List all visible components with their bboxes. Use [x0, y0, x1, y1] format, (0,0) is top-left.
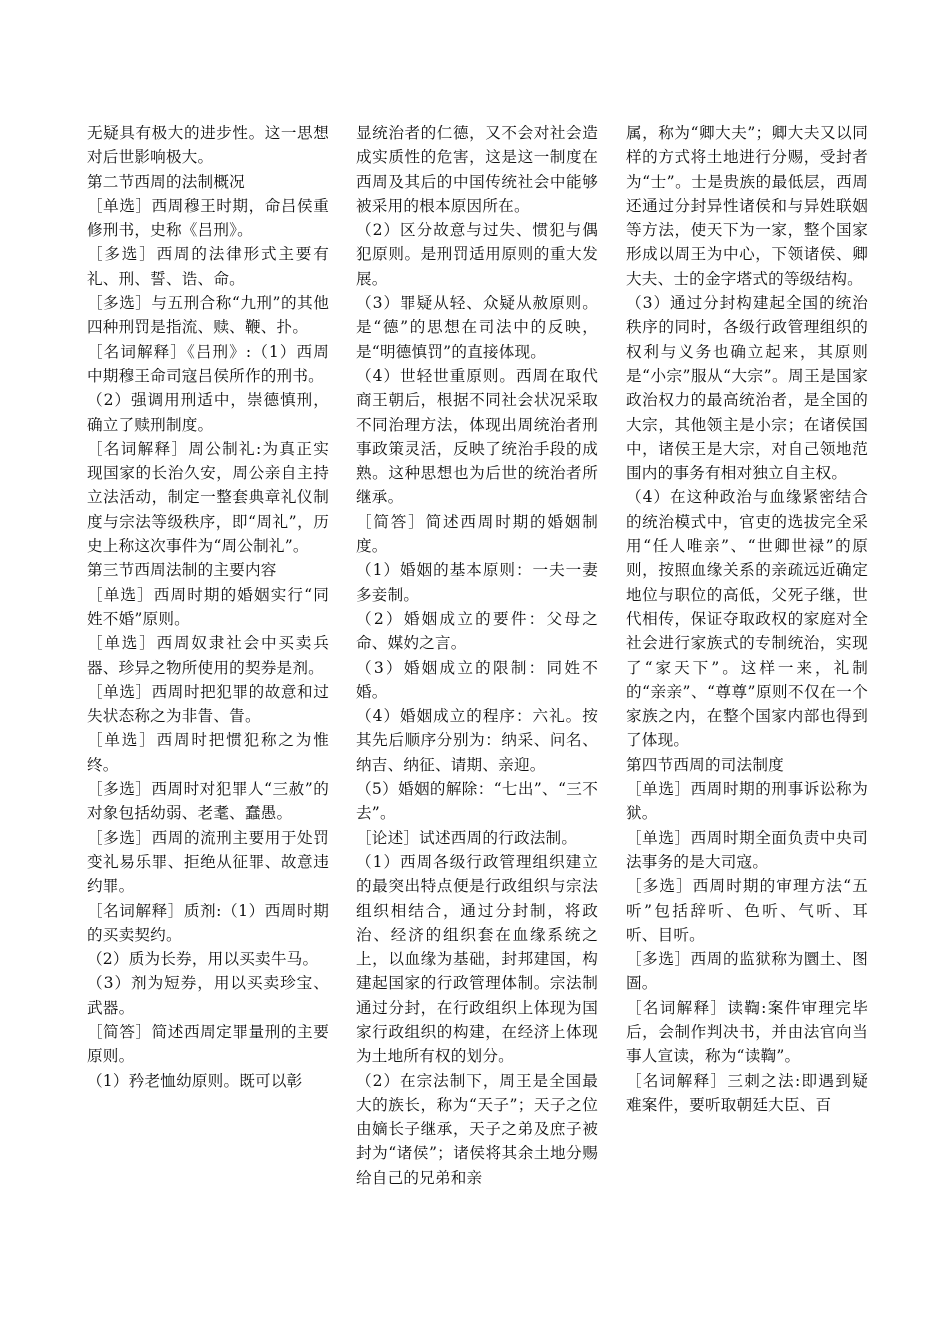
paragraph: 第四节西周的司法制度 — [626, 755, 784, 774]
paragraph: ［名词解释］周公制礼:为真正实现国家的长治久安，周公亲自主持立法活动，制定一整套典章礼仪制度与宗法等级秩序，即“周礼”，历史上称这次事件为“周公制礼”。 — [87, 439, 329, 556]
paragraph: （2）在宗法制下，周王是全国最大的族长，称为“天子”；天子之位由嫡长子继承，天子之弟及庶子被封为“诸侯”；诸侯将其余土地分赐给自己的兄弟和亲 — [356, 1071, 598, 1187]
paragraph: ［名词解释］《吕刑》:（1）西周中期穆王命司寇吕侯所作的刑书。 — [87, 342, 329, 385]
paragraph: （4）婚姻成立的程序：六礼。按其先后顺序分别为：纳采、问名、纳吉、纳征、请期、亲迎。 — [356, 707, 598, 774]
paragraph: （2）婚姻成立的要件：父母之命、媒妁之言。 — [356, 609, 598, 653]
paragraph: ［单选］西周穆王时期，命吕侯重修刑书，史称《吕刑》。 — [87, 196, 329, 240]
paragraph: ［多选］西周的法律形式主要有礼、刑、誓、诰、命。 — [87, 245, 329, 288]
paragraph: （1）矜老恤幼原则。既可以彰 — [87, 1071, 303, 1090]
paragraph: ［单选］西周时把惯犯称之为惟终。 — [87, 731, 329, 774]
paragraph: （2）强调用刑适中，崇德慎刑，确立了赎刑制度。 — [87, 391, 329, 434]
paragraph: ［多选］西周的监狱称为圜土、图圄。 — [626, 950, 868, 993]
paragraph: ［名词解释］读鞫:案件审理完毕后，会制作判决书，并由法官向当事人宣读，称为“读鞫”。 — [626, 998, 868, 1066]
paragraph: ［简答］简述西周定罪量刑的主要原则。 — [87, 1022, 329, 1066]
paragraph: ［单选］西周时把犯罪的故意和过失状态称之为非眚、眚。 — [87, 682, 329, 726]
paragraph: （3）罪疑从轻、众疑从赦原则。是“德”的思想在司法中的反映，是“明德慎罚”的直接体现。 — [356, 294, 598, 361]
paragraph: 第三节西周法制的主要内容 — [87, 561, 277, 580]
paragraph: （2）区分故意与过失、惯犯与偶犯原则。是刑罚适用原则的重大发展。 — [356, 221, 598, 288]
paragraph: ［多选］与五刑合称“九刑”的其他四种刑罚是指流、赎、鞭、扑。 — [87, 294, 329, 337]
paragraph: （2）质为长券，用以买卖牛马。 — [87, 950, 319, 969]
paragraph: ［单选］西周时期全面负责中央司法事务的是大司寇。 — [626, 828, 868, 871]
paragraph: ［名词解释］三刺之法:即遇到疑难案件，要听取朝廷大臣、百 — [626, 1071, 868, 1114]
text-column-3 — [626, 121, 868, 1117]
paragraph: 显统治者的仁德，又不会对社会造成实质性的危害，这是这一制度在西周及其后的中国传统社会中能够被采用的根本原因所在。 — [356, 124, 598, 215]
paragraph: ［单选］西周时期的婚姻实行“同姓不婚”原则。 — [87, 585, 329, 628]
paragraph: ［单选］西周奴隶社会中买卖兵器、珍异之物所使用的契券是剂。 — [87, 634, 329, 677]
paragraph: （3）婚姻成立的限制：同姓不婚。 — [356, 658, 598, 701]
paragraph: ［论述］试述西周的行政法制。 — [356, 828, 578, 847]
paragraph: ［多选］西周的流刑主要用于处罚变礼易乐罪、拒绝从征罪、故意违约罪。 — [87, 828, 329, 896]
paragraph: ［名词解释］质剂:（1）西周时期的买卖契约。 — [87, 901, 329, 944]
paragraph: （3）通过分封构建起全国的统治秩序的同时，各级行政管理组织的权利与义务也确立起来，其原则是“小宗”服从“大宗”。周王是国家政治权力的最高统治者，是全国的大宗，其他领主是小宗；在诸侯国中，诸侯王是大宗，对自己领地范围内的事务有相对独立自主权。 — [626, 294, 868, 483]
paragraph: ［单选］西周时期的刑事诉讼称为狱。 — [626, 780, 868, 823]
paragraph: （4）世轻世重原则。西周在取代商王朝后，根据不同社会状况采取不同治理方法，体现出周统治者刑事政策灵活，反映了统治手段的成熟。这种思想也为后世的统治者所继承。 — [356, 366, 598, 507]
paragraph: ［多选］西周时期的审理方法“五听”包括辞听、色听、气听、耳听、目听。 — [626, 877, 868, 944]
paragraph: 无疑具有极大的进步性。这一思想对后世影响极大。 — [87, 124, 329, 167]
paragraph: （1）西周各级行政管理组织建立的最突出特点便是行政组织与宗法组织相结合，通过分封制，将政治、经济的组织套在血缘系统之上，以血缘为基础，封邦建国，构建起国家的行政管理体制。宗法制通过分封，在行政组织上体现为国家行政组织的构建，在经济上体现为土地所有权的划分。 — [356, 852, 598, 1066]
paragraph: （4）在这种政治与血缘紧密结合的统治模式中，官吏的选拔完全采用“任人唯亲”、“世卿世禄”的原则，按照血缘关系的亲疏远近确定地位与职位的高低，父死子继，世代相传，保证夺取政权的家庭对全社会进行家族式的专制统治，实现了“家天下”。这样一来，礼制的“亲亲”、“尊尊”原则不仅在一个家族之内，在整个国家内部也得到了体现。 — [626, 488, 868, 750]
paragraph: 属，称为“卿大夫”；卿大夫又以同样的方式将土地进行分赐，受封者为“士”。士是贵族的最低层，西周还通过分封异性诸侯和与异姓联姻等方法，使天下为一家，整个国家形成以周王为中心，下领诸侯、卿大夫、士的金字塔式的等级结构。 — [626, 124, 868, 288]
paragraph: （3）剂为短券，用以买卖珍宝、武器。 — [87, 974, 329, 1017]
paragraph: 第二节西周的法制概况 — [87, 172, 245, 191]
text-column-2 — [356, 121, 598, 1190]
paragraph: ［多选］西周时对犯罪人“三赦”的对象包括幼弱、老耄、蠢愚。 — [87, 780, 329, 823]
paragraph: （5）婚姻的解除：“七出”、“三不去”。 — [356, 780, 598, 823]
paragraph: （1）婚姻的基本原则：一夫一妻多妾制。 — [356, 561, 598, 604]
text-column-1 — [87, 121, 329, 1093]
paragraph: ［简答］简述西周时期的婚姻制度。 — [356, 512, 598, 556]
